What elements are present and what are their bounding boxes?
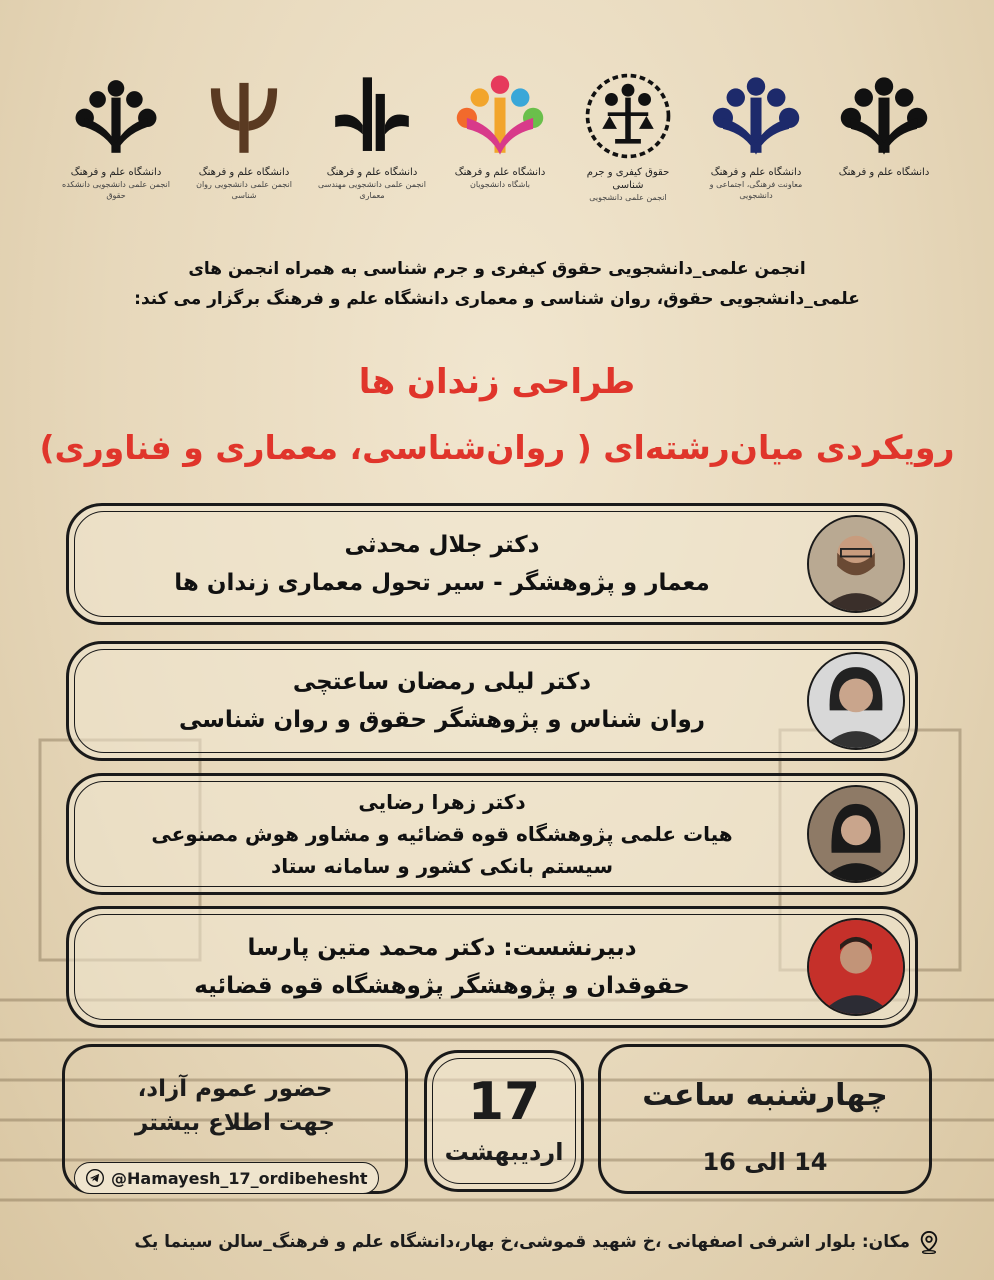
speaker-card-1: [66, 503, 918, 625]
event-title: طراحی زندان ها: [358, 362, 636, 402]
logo-student-club: [444, 70, 556, 190]
speaker-name: دکتر لیلی رمضان ساعتچی: [292, 669, 592, 695]
speaker-photo: [807, 785, 905, 883]
scales-of-justice-icon: [580, 70, 676, 162]
logo-subcaption: باشگاه دانشجویان: [470, 180, 530, 189]
telegram-handle-text: @Hamayesh_17_ordibehesht: [111, 1168, 368, 1188]
psi-emblem-icon: [196, 70, 292, 162]
logo-university: [828, 70, 940, 179]
logo-caption: دانشگاه علم و فرهنگ: [198, 167, 290, 178]
flower-scales-emblem-icon: [68, 70, 164, 162]
logo-subcaption: انجمن علمی دانشجویی دانشکده حقوق: [62, 180, 170, 200]
logo-psychology: [188, 70, 300, 201]
logo-subcaption: انجمن علمی دانشجویی: [589, 193, 667, 202]
logo-caption: دانشگاه علم و فرهنگ: [454, 167, 546, 178]
intro-text: [80, 254, 914, 314]
speaker-role-continued: سیستم بانکی کشور و سامانه ستاد: [270, 854, 614, 878]
event-hours: 14 الی 16: [702, 1148, 828, 1176]
event-location: [40, 1230, 940, 1254]
flower-emblem-icon: [708, 70, 804, 162]
attendance-line-2: جهت اطلاع بیشتر: [135, 1110, 335, 1136]
speaker-role: روان شناس و پژوهشگر حقوق و روان شناسی: [178, 707, 706, 733]
speaker-photo: [807, 515, 905, 613]
location-pin-icon: [918, 1230, 940, 1254]
telegram-handle[interactable]: [74, 1162, 379, 1194]
attendance-text: [80, 1072, 390, 1140]
logo-caption: حقوق کیفری و جرم شناسی: [586, 167, 670, 191]
speaker-role: هیات علمی پژوهشگاه قوه قضائیه و مشاور هوش مصنوعی: [151, 822, 733, 846]
flower-emblem-icon: [836, 70, 932, 162]
colorful-flower-emblem-icon: [452, 70, 548, 162]
logo-caption: دانشگاه علم و فرهنگ: [326, 167, 418, 178]
logo-architecture: [316, 70, 428, 201]
sponsor-logos: [60, 70, 940, 220]
logo-law-faculty: [60, 70, 172, 201]
logo-criminal-law: [572, 70, 684, 203]
person-avatar-icon: [809, 920, 903, 1014]
event-month: اردیبهشت: [444, 1138, 564, 1166]
event-location-text: مکان: بلوار اشرفی اصفهانی ،خ شهید قموشی،خ بهار،دانشگاه علم و فرهنگ_سالن سینما یک: [134, 1232, 910, 1252]
logo-caption: دانشگاه علم و فرهنگ: [710, 167, 802, 178]
speaker-card-4: [66, 906, 918, 1028]
person-avatar-icon: [809, 654, 903, 748]
logo-subcaption: معاونت فرهنگی، اجتماعی و دانشجویی: [709, 180, 803, 200]
speaker-card-2: [66, 641, 918, 761]
logo-cultural-deputy: [700, 70, 812, 201]
logo-subcaption: انجمن علمی دانشجویی مهندسی معماری: [318, 180, 426, 200]
speaker-role: معمار و پژوهشگر - سیر تحول معماری زندان ها: [174, 570, 710, 596]
speaker-name: دکتر جلال محدثی: [344, 532, 540, 558]
building-emblem-icon: [324, 70, 420, 162]
speaker-photo: [807, 918, 905, 1016]
event-weekday: چهارشنبه ساعت: [642, 1078, 888, 1113]
intro-line-1: انجمن علمی_دانشجویی حقوق کیفری و جرم شناسی به همراه انجمن های: [188, 259, 806, 279]
speaker-card-3: [66, 773, 918, 895]
person-avatar-icon: [809, 787, 903, 881]
speaker-role: حقوقدان و پژوهشگر پژوهشگاه قوه قضائیه: [194, 973, 690, 999]
intro-line-2: علمی_دانشجویی حقوق، روان شناسی و معماری دانشگاه علم و فرهنگ برگزار می کند:: [134, 289, 860, 309]
speaker-name: دکتر زهرا رضایی: [358, 790, 526, 814]
logo-subcaption: انجمن علمی دانشجویی روان شناسی: [196, 180, 292, 200]
event-subtitle: رویکردی میان‌رشته‌ای ( روان‌شناسی، معماری و فناوری): [39, 428, 955, 467]
telegram-icon: [85, 1168, 105, 1188]
attendance-line-1: حضور عموم آزاد،: [137, 1076, 333, 1102]
logo-caption: دانشگاه علم و فرهنگ: [838, 167, 930, 178]
person-avatar-icon: [809, 517, 903, 611]
event-day: 17: [467, 1072, 541, 1132]
logo-caption: دانشگاه علم و فرهنگ: [70, 167, 162, 178]
speaker-name: دبیرنشست: دکتر محمد متین پارسا: [247, 935, 637, 961]
speaker-photo: [807, 652, 905, 750]
